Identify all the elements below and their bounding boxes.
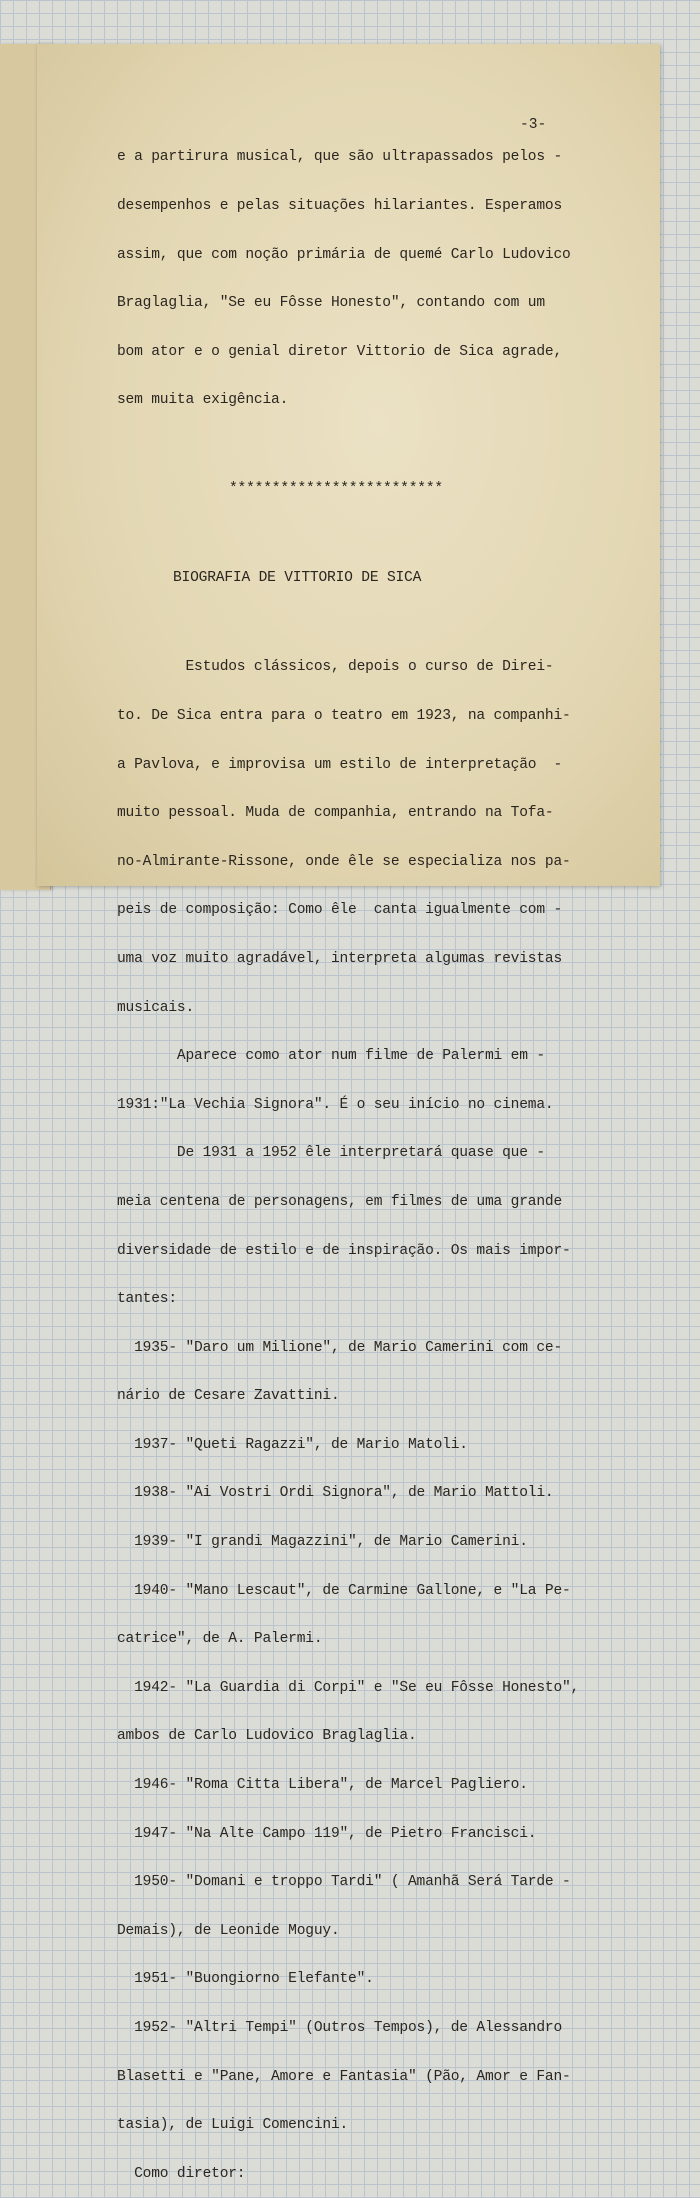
text-line: De 1931 a 1952 êle interpretará quase que - [117,1145,545,1162]
text-line: tasia), de Luigi Comencini. [117,2117,349,2134]
separator: ************************* [229,481,443,498]
text-line: desempenhos e pelas situações hilariantes. Esperamos [117,198,562,214]
text-line: peis de composição: Como êle canta igualmente com - [117,902,562,919]
text-line: 1950- "Domani e troppo Tardi" ( Amanhã Será Tarde - [117,1874,571,1891]
text-line: 1951- "Buongiorno Elefante". [117,1971,374,1988]
text-line: 1942- "La Guardia di Corpi" e "Se eu Fôsse Honesto", [117,1679,580,1696]
text-line: 1939- "I grandi Magazzini", de Mario Camerini. [117,1534,528,1551]
text-line: to. De Sica entra para o teatro em 1923, na companhi- [117,707,571,724]
text-line: meia centena de personagens, em filmes de uma grande [117,1193,562,1210]
text-line: Aparece como ator num filme de Palermi em - [117,1048,545,1065]
text-line: Braglaglia, "Se eu Fôsse Honesto", contando com um [117,295,545,312]
text-line: tantes: [117,1291,177,1308]
text-line: 1935- "Daro um Milione", de Mario Camerini com ce- [117,1339,562,1356]
text-line: Demais), de Leonide Moguy. [117,1922,340,1939]
text-line: 1952- "Altri Tempi" (Outros Tempos), de Alessandro [117,2020,562,2036]
text-line: e a partirura musical, que são ultrapassados pelos - [117,149,562,166]
page-text [117,117,607,2198]
text-line: bom ator e o genial diretor Vittorio de Sica agrade, [117,343,562,360]
text-line: Estudos clássicos, depois o curso de Direi- [117,659,554,676]
text-line: diversidade de estilo e de inspiração. Os mais impor- [117,1242,571,1259]
text-line: uma voz muito agradável, interpreta algumas revistas [117,950,562,967]
text-line: sem muita exigência. [117,392,289,409]
text-line: Como diretor: [117,2165,246,2182]
text-line: ambos de Carlo Ludovico Braglaglia. [117,1728,417,1745]
text-line: catrice", de A. Palermi. [117,1631,323,1648]
text-line: musicais. [117,999,195,1016]
text-line: Blasetti e "Pane, Amore e Fantasia" (Pão, Amor e Fan- [117,2068,571,2085]
text-line: assim, que com noção primária de quemé Carlo Ludovico [117,246,571,263]
text-line: 1937- "Queti Ragazzi", de Mario Matoli. [117,1436,468,1453]
text-line: no-Almirante-Rissone, onde êle se especializa nos pa- [117,853,571,870]
text-line: 1931:"La Vechia Signora". É o seu início no cinema. [117,1096,554,1113]
page-number: -3- [520,117,547,133]
text-line: 1947- "Na Alte Campo 119", de Pietro Francisci. [117,1825,537,1842]
text-line: 1940- "Mano Lescaut", de Carmine Gallone, e "La Pe- [117,1582,571,1599]
text-line: muito pessoal. Muda de companhia, entrando na Tofa- [117,805,554,822]
text-line: 1946- "Roma Citta Libera", de Marcel Pagliero. [117,1777,528,1794]
text-line: 1938- "Ai Vostri Ordi Signora", de Mario Mattoli. [117,1485,554,1502]
section-heading: BIOGRAFIA DE VITTORIO DE SICA [173,570,422,587]
text-line: a Pavlova, e improvisa um estilo de interpretação - [117,756,562,773]
text-line: nário de Cesare Zavattini. [117,1388,340,1405]
